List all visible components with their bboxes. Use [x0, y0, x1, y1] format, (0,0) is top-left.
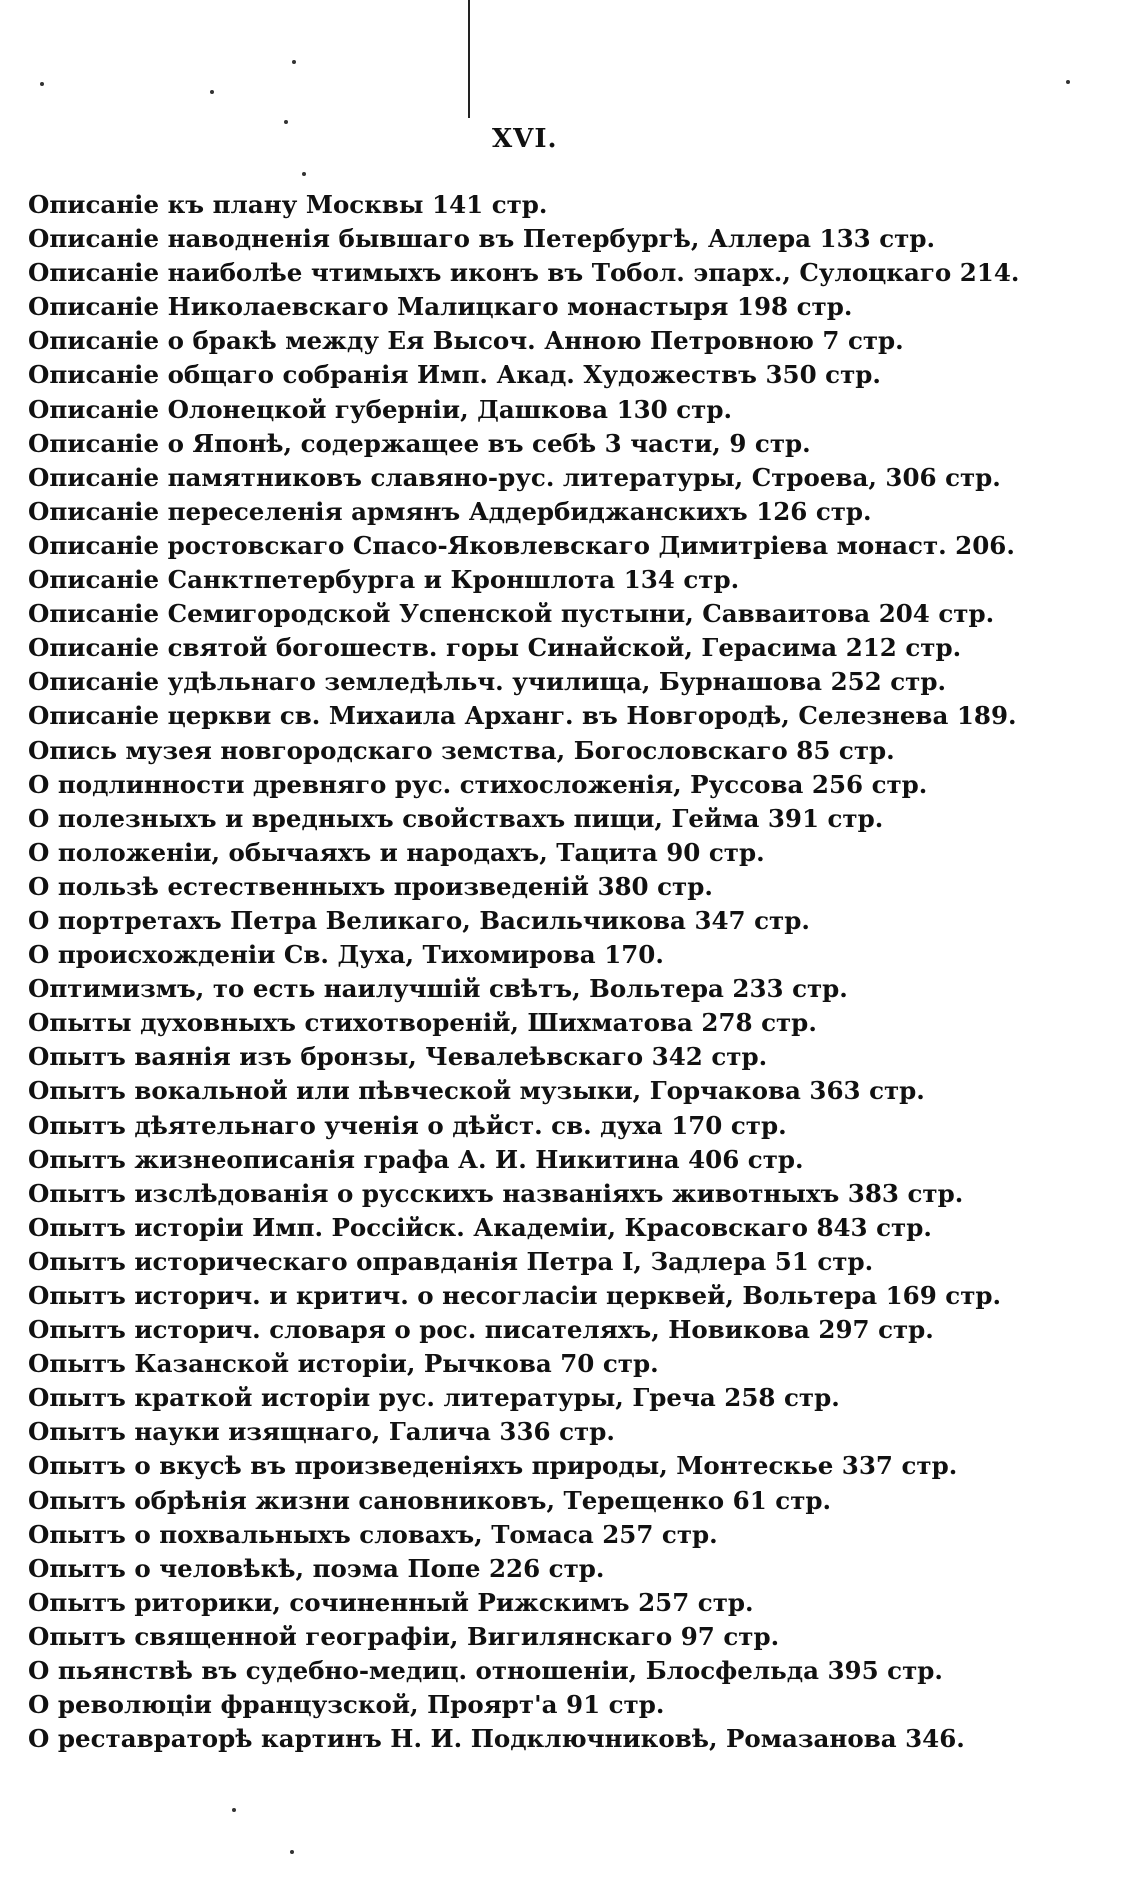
index-entry: Описаніе удѣльнаго земледѣльч. училища, Бурнашова 252 стр. — [28, 667, 947, 697]
ink-speck — [290, 1850, 294, 1854]
index-entry: Описаніе наводненія бывшаго въ Петербургѣ, Аллера 133 стр. — [28, 224, 935, 254]
index-entries — [28, 188, 1118, 1756]
index-entry: Опытъ науки изящнаго, Галича 336 стр. — [28, 1417, 615, 1447]
index-entry: О полезныхъ и вредныхъ свойствахъ пищи, Гейма 391 стр. — [28, 803, 884, 833]
ink-speck — [284, 120, 288, 124]
index-entry: Описаніе памятниковъ славяно-рус. литературы, Строева, 306 стр. — [28, 462, 1001, 492]
index-entry: Описаніе Санктпетербурга и Кроншлота 134 стр. — [28, 565, 740, 595]
index-entry: Описаніе о бракѣ между Ея Высоч. Анною Петровною 7 стр. — [28, 326, 904, 356]
index-entry: О революціи французской, Проярт'а 91 стр. — [28, 1690, 665, 1720]
index-entry: Опыты духовныхъ стихотвореній, Шихматова 278 стр. — [28, 1008, 817, 1038]
page-number: XVI. — [492, 124, 558, 154]
index-entry: Описаніе общаго собранія Имп. Акад. Художествъ 350 стр. — [28, 360, 881, 390]
index-entry: Опытъ историч. словаря о рос. писателяхъ, Новикова 297 стр. — [28, 1315, 934, 1345]
index-entry: Опытъ жизнеописанія графа А. И. Никитина 406 стр. — [28, 1144, 804, 1174]
index-entry: Описаніе переселенія армянъ Аддербиджанскихъ 126 стр. — [28, 496, 872, 526]
ink-speck — [302, 172, 306, 176]
index-entry: Опытъ риторики, сочиненный Рижскимъ 257 стр. — [28, 1587, 754, 1617]
index-entry: О происхожденіи Св. Духа, Тихомирова 170. — [28, 940, 664, 970]
index-entry: Опытъ обрѣнія жизни сановниковъ, Терещенко 61 стр. — [28, 1485, 832, 1515]
ink-speck — [210, 90, 214, 94]
index-entry: О портретахъ Петра Великаго, Васильчикова 347 стр. — [28, 905, 810, 935]
index-entry: Описаніе наиболѣе чтимыхъ иконъ въ Тобол. эпарх., Сулоцкаго 214. — [28, 258, 1020, 288]
index-entry: О пользѣ естественныхъ произведеній 380 стр. — [28, 871, 713, 901]
index-entry: Опытъ священной географіи, Вигилянскаго 97 стр. — [28, 1621, 780, 1651]
index-entry: Опись музея новгородскаго земства, Богословскаго 85 стр. — [28, 735, 895, 765]
index-entry: Описаніе ростовскаго Спасо-Яковлевскаго Димитріева монаст. 206. — [28, 530, 1015, 560]
index-entry: Описаніе къ плану Москвы 141 стр. — [28, 190, 548, 219]
ink-speck — [292, 60, 296, 64]
top-vertical-rule — [468, 0, 470, 118]
index-entry: Опытъ о человѣкѣ, поэма Попе 226 стр. — [28, 1553, 605, 1583]
ink-speck — [1066, 80, 1070, 84]
index-entry: Описаніе Николаевскаго Малицкаго монастыря 198 стр. — [28, 292, 853, 322]
index-entry: Опытъ Казанской исторіи, Рычкова 70 стр. — [28, 1349, 659, 1379]
index-entry: Описаніе Олонецкой губерніи, Дашкова 130 стр. — [28, 394, 733, 424]
index-entry: Оптимизмъ, то есть наилучшій свѣтъ, Вольтера 233 стр. — [28, 974, 848, 1004]
index-entry: Опытъ вокальной или пѣвческой музыки, Горчакова 363 стр. — [28, 1076, 925, 1106]
index-entry: О пьянствѣ въ судебно-медиц. отношеніи, Блосфельда 395 стр. — [28, 1656, 943, 1686]
index-entry: Описаніе святой богошеств. горы Синайской, Герасима 212 стр. — [28, 633, 962, 663]
ink-speck — [232, 1808, 236, 1812]
index-entry: Опытъ исторіи Имп. Россійск. Академіи, Красовскаго 843 стр. — [28, 1212, 932, 1242]
index-entry: Опытъ краткой исторіи рус. литературы, Греча 258 стр. — [28, 1383, 840, 1413]
index-entry: Опытъ дѣятельнаго ученія о дѣйст. св. духа 170 стр. — [28, 1110, 787, 1140]
index-entry: Опытъ историческаго оправданія Петра I, Задлера 51 стр. — [28, 1246, 874, 1276]
index-entry: Опытъ историч. и критич. о несогласіи церквей, Вольтера 169 стр. — [28, 1281, 1002, 1310]
index-entry: О положеніи, обычаяхъ и народахъ, Тацита 90 стр. — [28, 837, 765, 867]
index-entry: О подлинности древняго рус. стихосложенія, Руссова 256 стр. — [28, 769, 928, 799]
index-entry: Описаніе Семигородской Успенской пустыни, Савваитова 204 стр. — [28, 599, 995, 629]
index-entry: Опытъ ваянія изъ бронзы, Чевалеѣвскаго 342 стр. — [28, 1042, 768, 1072]
index-entry: Опытъ о вкусѣ въ произведеніяхъ природы, Монтескье 337 стр. — [28, 1451, 958, 1481]
index-entry: Опытъ о похвальныхъ словахъ, Томаса 257 стр. — [28, 1519, 718, 1549]
index-entry: Описаніе о Японѣ, содержащее въ себѣ 3 части, 9 стр. — [28, 428, 811, 458]
index-entry: О реставраторѣ картинъ Н. И. Подключниковѣ, Ромазанова 346. — [28, 1724, 965, 1754]
ink-speck — [40, 82, 44, 86]
index-entry: Опытъ изслѣдованія о русскихъ названіяхъ животныхъ 383 стр. — [28, 1178, 964, 1208]
index-entry: Описаніе церкви св. Михаила Арханг. въ Новгородѣ, Селезнева 189. — [28, 701, 1017, 731]
